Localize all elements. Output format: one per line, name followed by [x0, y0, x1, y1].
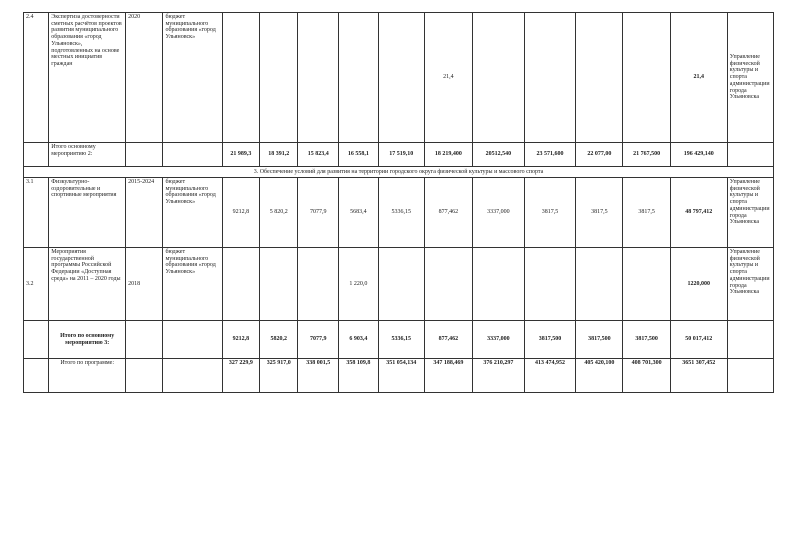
period: 2015-2024 — [126, 178, 163, 248]
value-cell: 338 001,5 — [298, 359, 339, 393]
value-cell: 7077,9 — [298, 321, 339, 359]
value-cell: 20512,540 — [473, 143, 525, 167]
value-cell: 21 989,3 — [222, 143, 259, 167]
value-cell — [473, 248, 525, 321]
value-cell: 877,462 — [424, 321, 472, 359]
value-cell — [576, 13, 623, 143]
row-number: 2.4 — [24, 13, 49, 143]
value-cell: 23 571,600 — [524, 143, 576, 167]
total-cell: 48 797,412 — [670, 178, 727, 248]
subtotal-row-2 — [24, 143, 774, 167]
value-cell — [222, 13, 259, 143]
activity-name: Физкультурно-оздоровительные и спортивные мероприятия — [49, 178, 126, 248]
value-cell: 327 229,9 — [222, 359, 259, 393]
value-cell — [260, 248, 298, 321]
value-cell — [378, 13, 424, 143]
value-cell: 9212,8 — [222, 321, 259, 359]
value-cell: 7077,9 — [298, 178, 339, 248]
value-cell: 5683,4 — [339, 178, 379, 248]
funding-source: бюджет муниципального образования «город Ульяновск» — [163, 178, 222, 248]
funding-source: бюджет муниципального образования «город Ульяновск» — [163, 248, 222, 321]
total-cell: 21,4 — [670, 13, 727, 143]
value-cell — [623, 13, 670, 143]
activity-name: Мероприятия государственной программы Российской Федерации «Доступная среда» на 2011 – 2020 годы — [49, 248, 126, 321]
table-row-3-2 — [24, 248, 774, 321]
value-cell — [339, 13, 379, 143]
value-cell: 6 903,4 — [339, 321, 379, 359]
value-cell — [576, 248, 623, 321]
value-cell — [260, 13, 298, 143]
table-row-3-1 — [24, 178, 774, 248]
value-cell: 1 220,0 — [339, 248, 379, 321]
value-cell: 408 701,300 — [623, 359, 670, 393]
funding-source: бюджет муниципального образования «город Ульяновск» — [163, 13, 222, 143]
value-cell: 413 474,952 — [524, 359, 576, 393]
value-cell: 22 077,00 — [576, 143, 623, 167]
value-cell: 3817,5 — [524, 178, 576, 248]
value-cell: 3337,000 — [473, 178, 525, 248]
value-cell: 3817,5 — [623, 178, 670, 248]
grand-total-label: Итого по программе: — [49, 359, 126, 393]
value-cell — [473, 13, 525, 143]
value-cell: 325 917,0 — [260, 359, 298, 393]
value-cell — [623, 248, 670, 321]
value-cell: 5820,2 — [260, 321, 298, 359]
value-cell — [222, 248, 259, 321]
value-cell: 3817,500 — [623, 321, 670, 359]
value-cell: 5 820,2 — [260, 178, 298, 248]
section-heading-row — [24, 167, 774, 178]
value-cell: 16 558,1 — [339, 143, 379, 167]
period: 2018 — [126, 248, 163, 321]
subtotal-label: Итого основному мероприятию 2: — [49, 143, 126, 167]
total-cell: 196 429,140 — [670, 143, 727, 167]
value-cell: 877,462 — [424, 178, 472, 248]
value-cell: 358 109,8 — [339, 359, 379, 393]
value-cell: 3817,5 — [576, 178, 623, 248]
value-cell: 405 420,100 — [576, 359, 623, 393]
value-cell — [424, 248, 472, 321]
subtotal-row-3 — [24, 321, 774, 359]
value-cell — [378, 248, 424, 321]
value-cell: 3337,000 — [473, 321, 525, 359]
value-cell: 21,4 — [424, 13, 472, 143]
value-cell — [298, 248, 339, 321]
value-cell: 15 823,4 — [298, 143, 339, 167]
grand-total-row — [24, 359, 774, 393]
value-cell: 21 767,500 — [623, 143, 670, 167]
total-cell: 50 017,412 — [670, 321, 727, 359]
period: 2020 — [126, 13, 163, 143]
value-cell: 3817,500 — [524, 321, 576, 359]
total-cell: 3651 307,452 — [670, 359, 727, 393]
row-number: 3.1 — [24, 178, 49, 248]
value-cell: 5336,15 — [378, 178, 424, 248]
value-cell — [524, 248, 576, 321]
executor: Управление физической культуры и спорта администрации города Ульяновска — [727, 13, 773, 143]
value-cell: 376 210,297 — [473, 359, 525, 393]
value-cell: 5336,15 — [378, 321, 424, 359]
total-cell: 1220,000 — [670, 248, 727, 321]
value-cell: 17 519,10 — [378, 143, 424, 167]
value-cell: 18 391,2 — [260, 143, 298, 167]
value-cell: 351 054,134 — [378, 359, 424, 393]
value-cell: 18 219,400 — [424, 143, 472, 167]
subtotal-label: Итого по основному мероприятию 3: — [49, 321, 126, 359]
value-cell — [298, 13, 339, 143]
program-finance-table — [23, 12, 774, 393]
section-title: 3. Обеспечение условий для развития на территории городского округа физической культуры и массового спорта — [24, 167, 774, 178]
row-number: 3.2 — [24, 248, 49, 321]
value-cell: 9212,8 — [222, 178, 259, 248]
activity-name: Экспертиза достоверности сметных расчётов проектов развития муниципального образования «город Ульяновск», подготовленных на основе местных инициатив граждан — [49, 13, 126, 143]
value-cell: 3817,500 — [576, 321, 623, 359]
value-cell: 347 188,469 — [424, 359, 472, 393]
executor: Управление физической культуры и спорта администрации города Ульяновска — [727, 178, 773, 248]
value-cell — [524, 13, 576, 143]
executor: Управление физической культуры и спорта администрации города Ульяновска — [727, 248, 773, 321]
table-row-2-4 — [24, 13, 774, 143]
